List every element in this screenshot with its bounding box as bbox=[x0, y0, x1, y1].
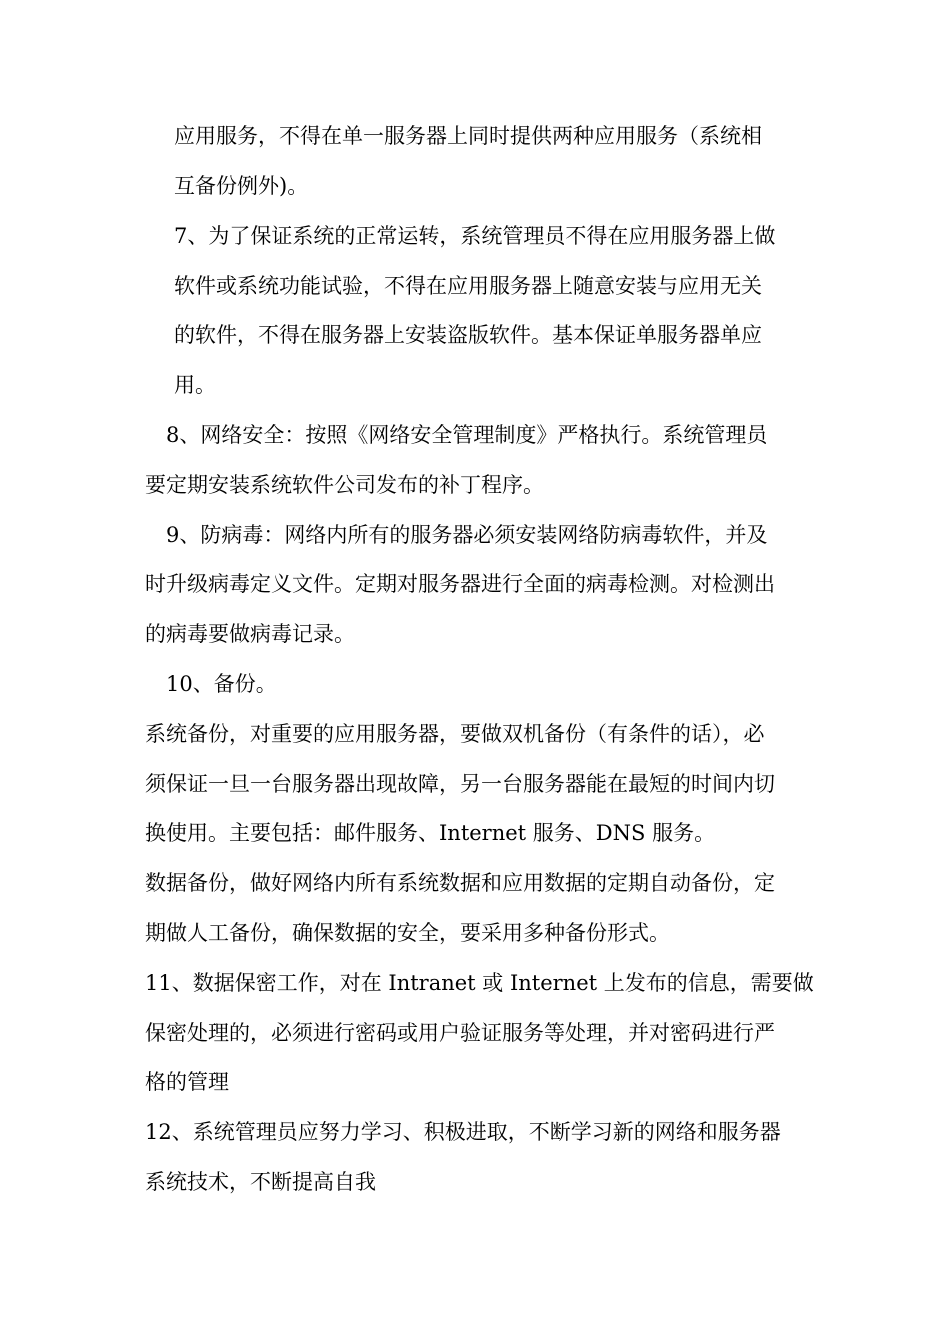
paragraph-8-line-1: 8、网络安全：按照《网络安全管理制度》严格执行。系统管理员 bbox=[166, 423, 768, 447]
data-backup-line-2: 期做人工备份，确保数据的安全，要采用多种备份形式。 bbox=[145, 921, 670, 945]
paragraph-8-line-2: 要定期安装系统软件公司发布的补丁程序。 bbox=[145, 473, 544, 497]
paragraph-11-line-2: 保密处理的，必须进行密码或用户验证服务等处理，并对密码进行严 bbox=[145, 1021, 775, 1045]
paragraph-12-line-2: 系统技术，不断提高自我 bbox=[145, 1170, 376, 1194]
system-backup-line-3: 换使用。主要包括：邮件服务、Internet 服务、DNS 服务。 bbox=[145, 821, 716, 845]
paragraph-7-line-3: 的软件，不得在服务器上安装盗版软件。基本保证单服务器单应 bbox=[174, 323, 762, 347]
paragraph-7-line-1: 7、为了保证系统的正常运转，系统管理员不得在应用服务器上做 bbox=[174, 224, 776, 248]
paragraph-7-line-4: 用。 bbox=[174, 373, 216, 397]
system-backup-line-1: 系统备份，对重要的应用服务器，要做双机备份（有条件的话），必 bbox=[145, 722, 765, 746]
paragraph-7-line-2: 软件或系统功能试验，不得在应用服务器上随意安装与应用无关 bbox=[174, 274, 762, 298]
system-backup-line-2: 须保证一旦一台服务器出现故障，另一台服务器能在最短的时间内切 bbox=[145, 772, 775, 796]
paragraph-12-line-1: 12、系统管理员应努力学习、积极进取，不断学习新的网络和服务器 bbox=[145, 1120, 781, 1144]
paragraph-10-heading: 10、备份。 bbox=[166, 672, 277, 696]
paragraph-9-line-3: 的病毒要做病毒记录。 bbox=[145, 622, 355, 646]
paragraph-11-line-1: 11、数据保密工作，对在 Intranet 或 Internet 上发布的信息，需要做 bbox=[145, 971, 814, 995]
data-backup-line-1: 数据备份，做好网络内所有系统数据和应用数据的定期自动备份，定 bbox=[145, 871, 775, 895]
paragraph-6-line-2: 互备份例外)。 bbox=[174, 174, 309, 198]
paragraph-9-line-1: 9、防病毒：网络内所有的服务器必须安装网络防病毒软件，并及 bbox=[166, 523, 768, 547]
paragraph-11-line-3: 格的管理 bbox=[145, 1070, 229, 1094]
paragraph-9-line-2: 时升级病毒定义文件。定期对服务器进行全面的病毒检测。对检测出 bbox=[145, 572, 775, 596]
paragraph-6-line-1: 应用服务，不得在单一服务器上同时提供两种应用服务（系统相 bbox=[174, 124, 762, 148]
